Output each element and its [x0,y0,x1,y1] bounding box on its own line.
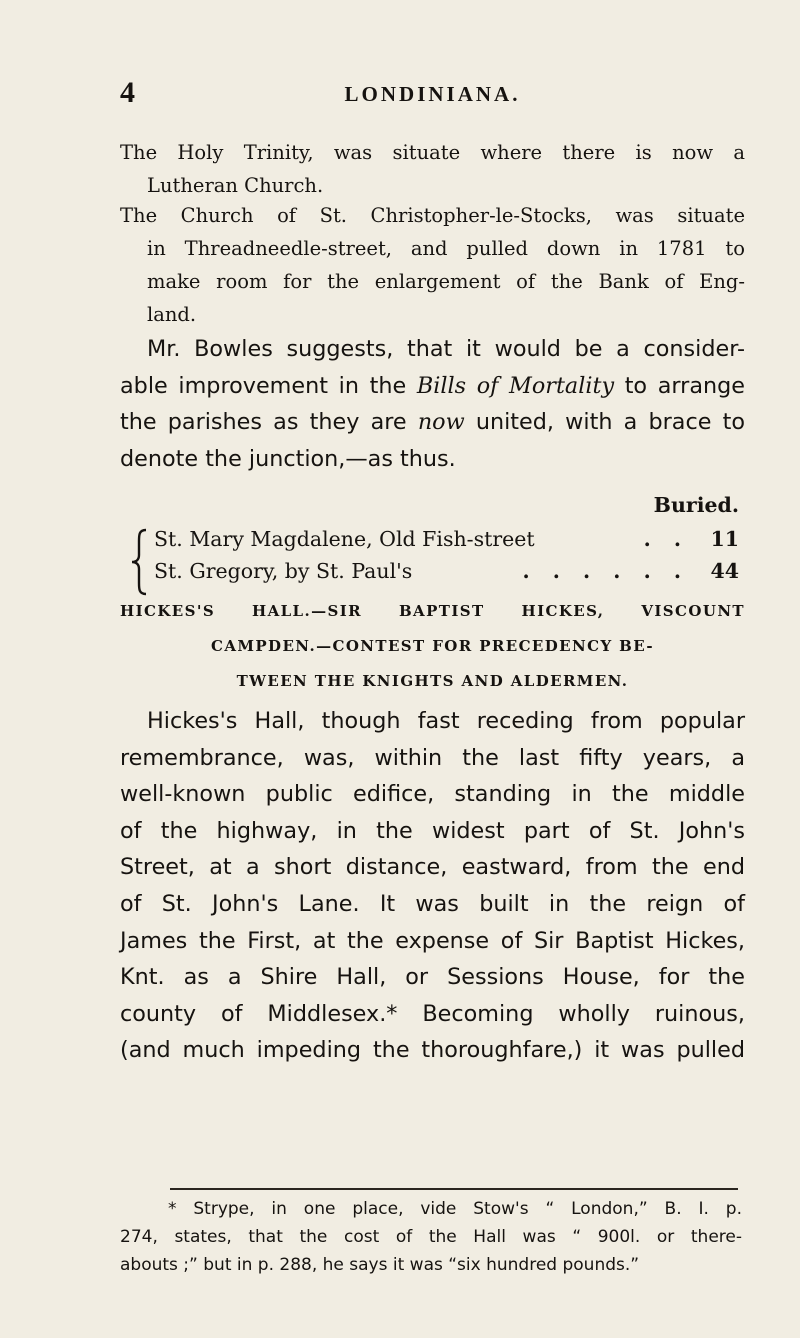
burial-table [138,487,745,587]
paragraph-holy-trinity [120,136,745,202]
heading-line: TWEEN THE KNIGHTS AND ALDERMEN. [236,672,629,690]
table-column-header: Buried. [653,493,739,517]
footnote-line: * Strype, in one place, vide Stow's “ London,” B. I. p. [168,1199,742,1219]
paragraph-christopher-le-stocks [120,199,745,331]
text-line: county of Middlesex.* Becoming wholly ruinous, [120,1000,745,1027]
leader-dots: . . . . . . [522,559,689,583]
text-line: of St. John's Lane. It was built in the reign of [120,890,745,917]
text-line: denote the junction,—as thus. [120,445,456,472]
heading-line: CAMPDEN.—CONTEST FOR PRECEDENCY BE- [211,637,654,655]
text-line: of the highway, in the widest part of St. John's [120,817,745,844]
text-line: (and much impeding the thoroughfare,) it was pulled [120,1037,745,1064]
paragraph-bowles [120,331,745,477]
running-head: LONDINIANA. [344,82,521,106]
text-line: Mr. Bowles suggests, that it would be a consider- [147,336,745,362]
text-line: The Holy Trinity, was situate where there is now a [120,141,745,164]
text-line: able improvement in the Bills of Mortality to arrange [120,372,745,399]
parish-name: St. Gregory, by St. Paul's [154,559,413,583]
footnote [120,1195,742,1279]
page-header [120,76,745,116]
text-line: make room for the enlargement of the Bank of Eng- [147,270,745,293]
burial-count: 11 [710,527,739,551]
text-line: Street, at a short distance, eastward, from the end [120,854,745,881]
paragraph-hickes-hall [120,703,745,1069]
text-line: in Threadneedle-street, and pulled down in 1781 to [147,237,745,260]
parish-name: St. Mary Magdalene, Old Fish-street [154,527,535,551]
text-line: well-known public edifice, standing in the middle [120,781,745,808]
table-row [138,555,745,587]
section-heading [120,594,745,699]
text-line: remembrance, was, within the last fifty years, a [120,744,745,771]
footnote-rule [170,1188,738,1190]
text-line: The Church of St. Christopher-le-Stocks, was situate [120,204,745,227]
text-line: the parishes as they are now united, with a brace to [120,409,745,436]
burial-count: 44 [710,559,739,583]
footnote-line: abouts ;” but in p. 288, he says it was “six hundred pounds.” [120,1255,640,1275]
page-number: 4 [120,76,135,109]
text-line: Knt. as a Shire Hall, or Sessions House, for the [120,964,745,991]
table-row [138,523,745,555]
footnote-line: 274, states, that the cost of the Hall was “ 900l. or there- [120,1227,742,1247]
text-line: James the First, at the expense of Sir Baptist Hickes, [120,927,745,954]
text-line: Hickes's Hall, though fast receding from popular [147,708,745,734]
text-line: land. [147,303,197,326]
text-line: Lutheran Church. [147,174,324,197]
leader-dots: . . [643,527,689,551]
heading-line: HICKES'S HALL.—SIR BAPTIST HICKES, VISCOUNT [120,602,745,620]
